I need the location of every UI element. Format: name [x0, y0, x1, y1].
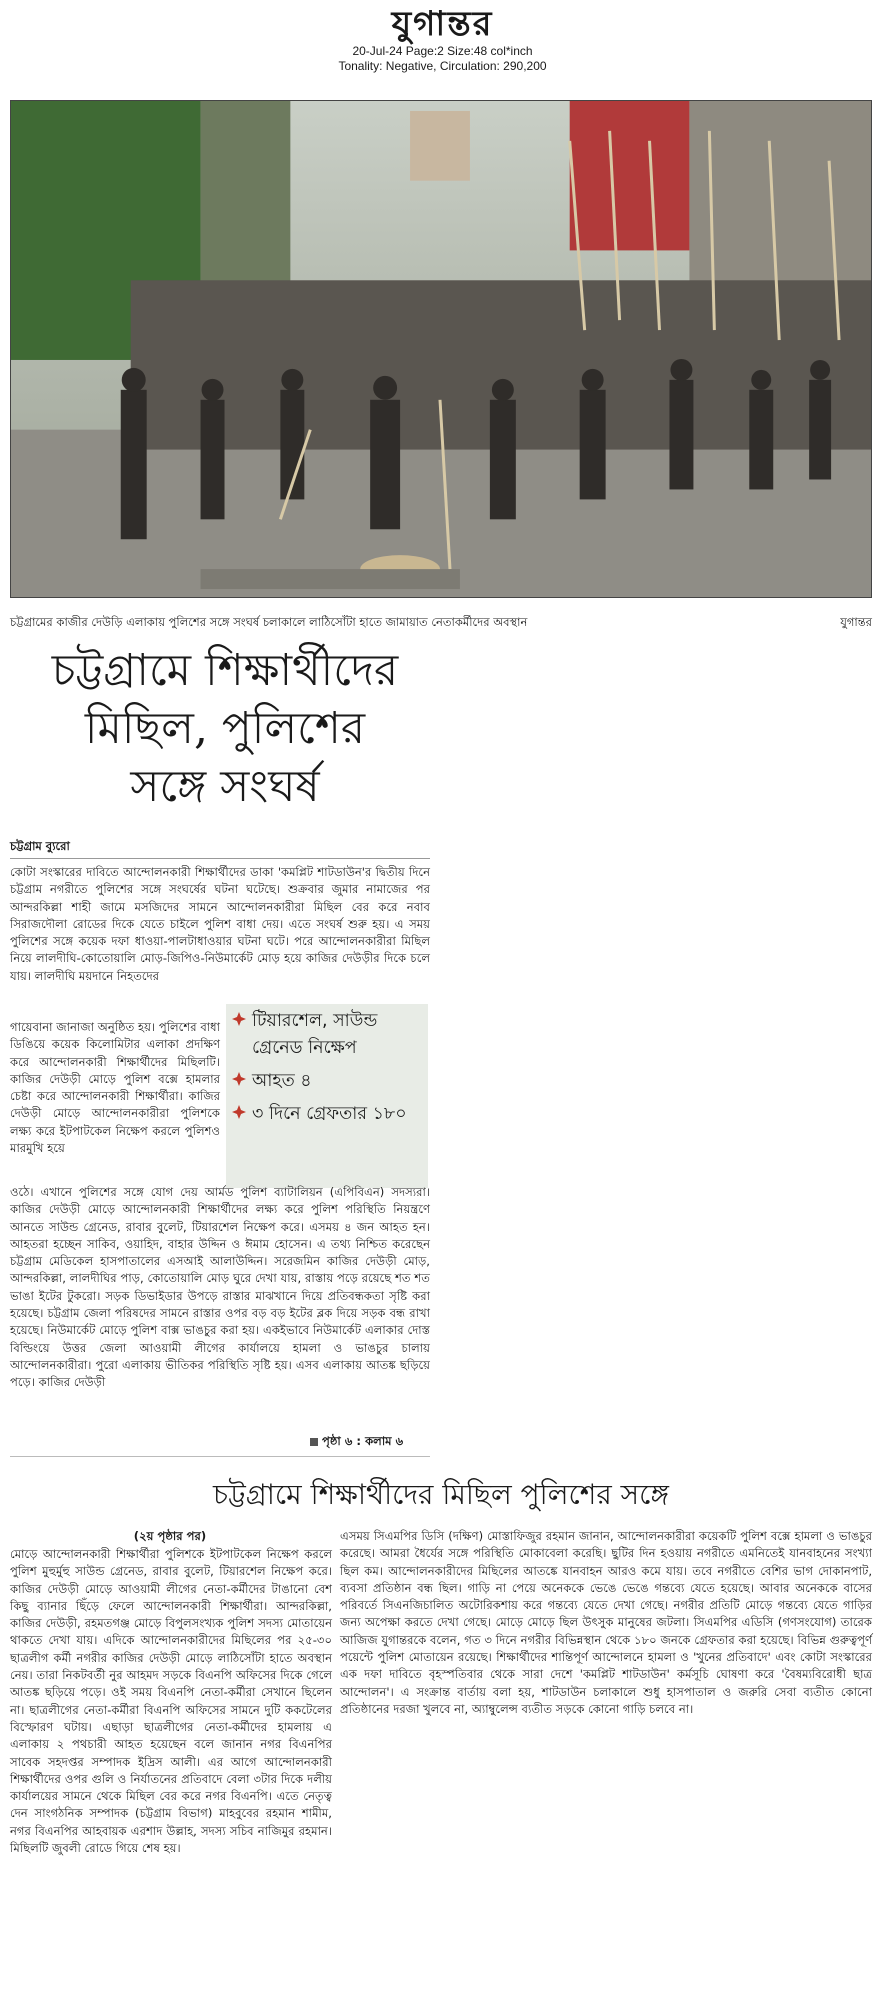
- continuation-right-column: এসময় সিএমপির ডিসি (দক্ষিণ) মোস্তাফিজুর রহমান জানান, আন্দোলনকারীরা কয়েকটি পুলিশ বক্সে হামলা ও ভাঙচুর করেছে। আমরা ধৈর্যের সঙ্গে পরিস্থিতি মোকাবেলা করেছি। ছুটির দিন হওয়ায় নগরীতে এমনিতেই যানবাহনের সংখ্যা ছিল কম। আন্দোলনকারীদের মিছিলের আতঙ্কে যানবাহন আরও কমে যায়। তবে নগরীতে বেশির ভাগ দোকানপাট, ব্যবসা প্রতিষ্ঠান বন্ধ ছিল। গাড়ি না পেয়ে অনেককে ভেঙে ভেঙে গন্তব্যে যেতে হয়েছে। আবার অনেককে বাসের পরিবর্তে সিএনজিচালিত অটোরিকশায় করে গন্তব্যে যেতে দেখা গেছে। নগরীর প্রতিটি মোড়ে গন্তব্যে যেতে গাড়ির জন্য অপেক্ষা করতে দেখা গেছে। মোড়ে মোড়ে ছিল উৎসুক মানুষের জটলা। সিএমপির এডিসি (গণসংযোগ) তারেক আজিজ যুগান্তরকে বলেন, গত ৩ দিনে নগরীর বিভিন্নস্থান থেকে ১৮০ জনকে গ্রেফতার করা হয়েছে। বিভিন্ন গুরুত্বপূর্ণ পয়েন্টে পুলিশ মোতায়েন রয়েছে। শিক্ষার্থীদের শান্তিপূর্ণ আন্দোলনে হামলা ও 'খুনের প্রতিবাদে' এবং কোটা সংস্কারের এক দফা দাবিতে বৃহস্পতিবার থেকে সারা দেশে 'কমপ্লিট শাটডাউন' কর্মসূচি ঘোষণা করে 'বৈষম্যবিরোধী ছাত্র আন্দোলন'। এ সংক্রান্ত বার্তায় বলা হয়, শাটডাউন চলাকালে শুধু হাসপাতাল ও জরুরি সেবা ব্যতীত কোনো প্রতিষ্ঠানের দরজা খুলবে না, অ্যাম্বুলেন্স ব্যতীত সড়কে কোনো গাড়ি চলবে না।: [340, 1529, 872, 1716]
- article-headline: [20, 642, 430, 816]
- byline-rule: [10, 858, 430, 859]
- continued-on-label: [310, 1433, 403, 1452]
- masthead: [0, 0, 885, 96]
- article-paragraph-2: গায়েবানা জানাজা অনুষ্ঠিত হয়। পুলিশের বাধা ডিঙিয়ে কয়েক কিলোমিটার এলাকা প্রদক্ষিণ করে আন্দোলনকারী শিক্ষার্থীদের মিছিলটি। কাজির দেউড়ী মোড়ে পুলিশ বক্সে হামলার চেষ্টা করে আন্দোলনকারী শিক্ষার্থীরা। কাজির দেউড়ী মোড়ে আন্দোলনকারীরা পুলিশকে লক্ষ্য করে ইটপাটকেল নিক্ষেপ করলে পুলিশও মারমুখি হয়ে: [10, 1020, 220, 1156]
- jump-text: পৃষ্ঠা ৬ : কলাম ৬: [322, 1434, 404, 1448]
- highlight-text: টিয়ারশেল, সাউন্ড গ্রেনেড নিক্ষেপ: [252, 1011, 378, 1058]
- photo-caption-row: [10, 614, 872, 632]
- article-paragraph-1: কোটা সংস্কারের দাবিতে আন্দোলনকারী শিক্ষার্থীদের ডাকা 'কমপ্লিট শাটডাউন'র দ্বিতীয় দিনে চট্টগ্রাম নগরীতে পুলিশের সঙ্গে সংঘর্ষের ঘটনা ঘটেছে। শুক্রবার জুমার নামাজের পর আন্দরকিল্লা শাহী জামে মসজিদের সামনে আন্দোলনকারীরা মিছিল বের করে নবাব সিরাজদৌলা রোডের দিকে যেতে চাইলে পুলিশ বাধা দেয়। এতে সংঘর্ষ শুরু হয়। এ সময় পুলিশের সঙ্গে কয়েক দফা ধাওয়া-পালটাধাওয়ার ঘটনা ঘটে। পরে আন্দোলনকারীরা মিছিল নিয়ে লালদীঘি-কোতোয়ালি মোড়-জিপিও-নিউমার্কেট মোড় হয়ে কাজির দেউড়ীর দিকে চলে যায়। লালদীঘি ময়দানে নিহতদের: [10, 865, 430, 983]
- photo-credit: যুগান্তর: [840, 615, 872, 629]
- section-divider: [10, 1456, 430, 1457]
- diamond-bullet-icon: [232, 1072, 246, 1086]
- highlight-text: আহত ৪: [252, 1071, 312, 1091]
- continuation-left-column: মোড়ে আন্দোলনকারী শিক্ষার্থীরা পুলিশকে ইটপাটকেল নিক্ষেপ করলে পুলিশ মুহুর্মুহু সাউন্ড গ্রেনেড, রাবার বুলেট, টিয়ারশেল নিক্ষেপ করে। কাজির দেউড়ী মোড়ে আওয়ামী লীগের নেতা-কর্মীদের টাঙানো বেশ কিছু ব্যানার ছিঁড়ে ফেলে আন্দোলনকারী শিক্ষার্থীরা। আন্দরকিল্লা, কাজির দেউড়ী, রহমতগঞ্জ মোড়ে বিপুলসংখ্যক পুলিশ সদস্য মোতায়েন থাকতে দেখা যায়। এদিকে আন্দোলনকারীদের মিছিলের পর ২৫-৩০ ছাত্রলীগ কর্মী নগরীর কাজির দেউড়ী মোড়ে লাঠিসোঁটা হাতে অবস্থান নেয়। তারা নিকটবর্তী নুর আহমদ সড়কে বিএনপি অফিসের দিকে গেলে আতঙ্ক ছড়িয়ে পড়ে। ওই সময় বিএনপি নেতা-কর্মীরা সেখানে ছিলেন না। ছাত্রলীগের নেতা-কর্মীরা বিএনপি অফিসের সামনে দুটি ককটেলের বিস্ফোরণ ঘটায়। এছাড়া ছাত্রলীগের নেতা-কর্মীদের হামলায় এ এলাকায় ২ পথচারী আহত হয়েছেন বলে জানান নগর বিএনপির সাবেক সহদপ্তর সম্পাদক ইদ্রিস আলী। এর আগে আন্দোলনকারী শিক্ষার্থীদের ওপর গুলি ও নির্যাতনের প্রতিবাদে বেলা ৩টার দিকে দলীয় কার্যালয়ের সামনে থেকে মিছিল বের করে নগর বিএনপি। এতে নেতৃত্ব দেন সাংগঠনিক সম্পাদক (চট্টগ্রাম বিভাগ) মাহবুবের রহমান শামীম, নগর বিএনপির আহবায়ক এরশাদ উল্লাহ, সদস্য সচিব নাজিমুর রহমান। মিছিলটি জুবলী রোডে গিয়ে শেষ হয়।: [10, 1547, 332, 1856]
- newspaper-logo: যুগান্তর: [391, 4, 494, 44]
- headline-line-3: সঙ্গে সংঘর্ষ: [130, 761, 320, 812]
- news-photo: [10, 100, 872, 598]
- crowd-photo-illustration: [11, 101, 871, 597]
- highlight-item: [232, 1068, 422, 1095]
- highlight-item: [232, 1101, 422, 1128]
- square-bullet-icon: [310, 1438, 318, 1446]
- continued-from-label: (২য় পৃষ্ঠার পর): [133, 1529, 207, 1543]
- highlights-box: [226, 1004, 428, 1188]
- article-paragraph-3: ওঠে। এখানে পুলিশের সঙ্গে যোগ দেয় আর্মড পুলিশ ব্যাটালিয়ন (এপিবিএন) সদস্যরা। কাজির দেউড়ী মোড়ে আন্দোলনকারী শিক্ষার্থীদের লক্ষ্য করে পুলিশ পরিস্থিতি নিয়ন্ত্রণে আনতে সাউন্ড গ্রেনেড, রাবার বুলেট, টিয়ারশেল নিক্ষেপ করে। এসময় ৪ জন আহত হন। আহতরা হচ্ছেন সাকিব, ওয়াহিদ, বাহার উদ্দিন ও ঈমাম হোসেন। এ তথ্য নিশ্চিত করেছেন চট্টগ্রাম মেডিকেল হাসপাতালের এসআই আলাউদ্দিন। সরেজমিন কাজির দেউড়ী মোড়, আন্দরকিল্লা, লালদীঘির পাড়, কোতোয়ালি মোড় ঘুরে দেখা যায়, রাস্তায় পড়ে রয়েছে শত শত ভাঙা ইটের টুকরো। সড়ক ডিভাইডার উপড়ে রাস্তার মাঝখানে দিয়ে প্রতিবন্ধকতা সৃষ্টি করা হয়েছে। চট্টগ্রাম জেলা পরিষদের সামনে রাস্তার ওপর বড় বড় ইটের ব্লক দিয়ে সড়ক বন্ধ রাখা হয়েছে। নিউমার্কেট মোড়ে পুলিশ বাক্স ভাঙচুর করা হয়। একইভাবে নিউমার্কেট এলাকার দোস্ত বিল্ডিংয়ে উত্তর জেলা আওয়ামী লীগের কার্যালয়ে হামলা ও ভাঙচুর চালায় আন্দোলনকারীরা। পুরো এলাকায় ভীতিকর পরিস্থিতি সৃষ্টি হয়। এসব এলাকায় আতঙ্ক ছড়িয়ে পড়ে। কাজির দেউড়ী: [10, 1185, 430, 1390]
- photo-caption: চট্টগ্রামের কাজীর দেউড়ি এলাকায় পুলিশের সঙ্গে সংঘর্ষ চলাকালে লাঠিসোঁটা হাতে জামায়াত নেতাকর্মীদের অবস্থান: [10, 615, 528, 629]
- byline: চট্টগ্রাম ব্যুরো: [10, 838, 70, 859]
- continuation-headline: চট্টগ্রামে শিক্ষার্থীদের মিছিল পুলিশের সঙ্গে: [213, 1478, 669, 1511]
- clipping-meta-line-1: 20-Jul-24 Page:2 Size:48 col*inch: [352, 44, 533, 58]
- headline-line-1: চট্টগ্রামে শিক্ষার্থীদের: [51, 645, 399, 696]
- diamond-bullet-icon: [232, 1012, 246, 1026]
- clipping-meta-line-2: Tonality: Negative, Circulation: 290,200: [338, 59, 547, 73]
- highlight-item: [232, 1008, 422, 1062]
- highlight-text: ৩ দিনে গ্রেফতার ১৮০: [252, 1104, 407, 1124]
- headline-line-2: মিছিল, পুলিশের: [84, 703, 366, 754]
- diamond-bullet-icon: [232, 1105, 246, 1119]
